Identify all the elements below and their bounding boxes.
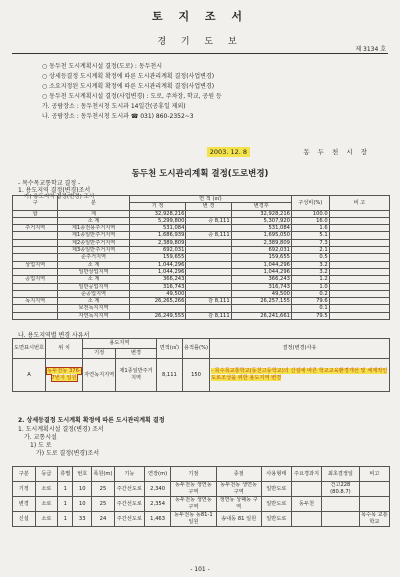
highlighted-location: 동두천동 376-7번지 일원 bbox=[47, 368, 81, 381]
table-header: 기정 bbox=[83, 349, 116, 359]
table-cell: 692,031 bbox=[231, 247, 291, 254]
table-header: 번호 bbox=[73, 467, 92, 482]
table-cell: 26,241,661 bbox=[231, 312, 291, 319]
table-row bbox=[13, 232, 390, 239]
table-cell: 1 bbox=[58, 497, 73, 512]
notice-item: ○ 동두천 도시계획시설 결정(도로) : 동두천시 bbox=[42, 63, 163, 70]
table-cell: 소 계 bbox=[58, 276, 130, 283]
table-cell: 159,655 bbox=[129, 254, 186, 261]
table-cell: 5,307,920 bbox=[231, 217, 291, 224]
table-cell: 10 bbox=[73, 482, 92, 497]
table-cell bbox=[329, 268, 389, 275]
table-cell bbox=[329, 312, 389, 319]
table-cell bbox=[13, 217, 58, 224]
table-cell bbox=[186, 268, 231, 275]
table-cell: 일반공업지역 bbox=[58, 283, 130, 290]
table-row bbox=[13, 261, 390, 268]
table-cell bbox=[186, 261, 231, 268]
table-cell: 2,389,809 bbox=[129, 239, 186, 246]
table-cell: 공업지역 bbox=[13, 276, 58, 283]
table-header: 면 적 (㎡) bbox=[129, 196, 291, 203]
table-cell: 1,044,296 bbox=[231, 268, 291, 275]
table-cell: 1,686,939 bbox=[129, 232, 186, 239]
table-cell: 보전녹지지역 bbox=[58, 305, 130, 312]
table-cell: 주간선도로 bbox=[114, 497, 144, 512]
table-header: 연장(m) bbox=[144, 467, 170, 482]
table-cell: 송내동 81 일원 bbox=[216, 512, 261, 527]
table-header: 등급 bbox=[35, 467, 58, 482]
table-cell: 소로 bbox=[35, 497, 58, 512]
page-title: 토 지 조 서 bbox=[152, 10, 248, 23]
road-table-header-row bbox=[13, 467, 390, 482]
header-divider bbox=[12, 53, 388, 54]
table-cell: 주간선도로 bbox=[114, 512, 144, 527]
table-cell: 531,084 bbox=[231, 225, 291, 232]
table-cell: 생연동 상패동 구역 bbox=[216, 497, 261, 512]
table-cell: 16.0 bbox=[291, 217, 329, 224]
table-cell bbox=[329, 305, 389, 312]
table-cell: 8,111 bbox=[156, 359, 182, 392]
table-row bbox=[13, 276, 390, 283]
table-header: 용적률(%) bbox=[183, 339, 210, 359]
table-cell bbox=[13, 283, 58, 290]
table-header: 구 bbox=[13, 196, 58, 211]
table-cell bbox=[322, 512, 360, 527]
table-row bbox=[13, 210, 390, 217]
table-header: 주요경과지 bbox=[291, 467, 321, 482]
section3-heading: 2. 상세등결정 도시계획 확정에 따른 도시관리계획 결정 bbox=[18, 417, 165, 424]
table-header: 결정(변경)사유 bbox=[210, 339, 390, 359]
table-cell bbox=[186, 247, 231, 254]
table-cell: 제1종일반주거지역 bbox=[58, 232, 130, 239]
table-cell: 1,695,050 bbox=[231, 232, 291, 239]
table-row bbox=[13, 268, 390, 275]
table-cell: 316,743 bbox=[231, 283, 291, 290]
table-cell: 제1종일반주거지역 bbox=[116, 359, 157, 392]
section3-subheading: 1) 도 로 bbox=[30, 442, 52, 449]
zoning-area-table bbox=[12, 195, 390, 320]
table-cell: 동두천 bbox=[291, 497, 321, 512]
table-cell bbox=[291, 512, 321, 527]
table-cell bbox=[322, 497, 360, 512]
table-cell bbox=[186, 254, 231, 261]
table-cell: 1.0 bbox=[291, 283, 329, 290]
table-cell: 10 bbox=[73, 497, 92, 512]
table-cell: 소 계 bbox=[58, 217, 130, 224]
table-cell: 일반도로 bbox=[261, 482, 291, 497]
table-cell: 692,031 bbox=[129, 247, 186, 254]
table-cell: 1.2 bbox=[291, 276, 329, 283]
table-header: 구성비(%) bbox=[291, 196, 329, 211]
table-cell: 316,743 bbox=[129, 283, 186, 290]
section3-subheading: 가. 교통시설 bbox=[24, 434, 57, 441]
table-row bbox=[13, 247, 390, 254]
table-row bbox=[13, 283, 390, 290]
table-cell bbox=[329, 232, 389, 239]
table-cell: 소 계 bbox=[58, 261, 130, 268]
table-cell bbox=[13, 254, 58, 261]
table-cell: 3.2 bbox=[291, 261, 329, 268]
table-row bbox=[13, 254, 390, 261]
notice-item: ○ 동두천 도시계획시설 결정(사업변경) : 도로, 주차장, 학교, 공원 등 bbox=[42, 93, 222, 100]
notice-item: 가. 공람장소 : 동두천시청 도시과 14일간(공휴일 제외) bbox=[42, 103, 186, 110]
zoning-area-table-body bbox=[13, 210, 390, 319]
table-row bbox=[13, 359, 390, 392]
table-cell: 25 bbox=[92, 482, 115, 497]
table-cell: 0.5 bbox=[291, 254, 329, 261]
table-row bbox=[13, 225, 390, 232]
table-cell: 감 8,111 bbox=[186, 298, 231, 305]
table-cell bbox=[329, 276, 389, 283]
table-cell bbox=[186, 239, 231, 246]
section1-heading: - 목수목교통학교 결정 - bbox=[18, 180, 81, 187]
table-cell bbox=[13, 312, 58, 319]
table-cell: 동두천동 생연동 구역 bbox=[171, 497, 216, 512]
table-cell: 녹지지역 bbox=[13, 298, 58, 305]
table-cell bbox=[13, 247, 58, 254]
notice-authority: 동 두 천 시 장 bbox=[303, 148, 370, 156]
table-cell bbox=[359, 482, 389, 497]
table-cell bbox=[186, 225, 231, 232]
table-cell: 25 bbox=[92, 497, 115, 512]
table-row bbox=[13, 312, 390, 319]
table-cell: 7.3 bbox=[291, 239, 329, 246]
table-cell: 기정 bbox=[13, 482, 36, 497]
table-cell bbox=[13, 239, 58, 246]
section3-subheading: 가) 도로 결정(변경)조서 bbox=[36, 450, 100, 457]
table-row bbox=[13, 497, 390, 512]
table-cell: 소로 bbox=[35, 482, 58, 497]
table-cell: 100.0 bbox=[291, 210, 329, 217]
table-cell bbox=[13, 268, 58, 275]
table-row bbox=[13, 298, 390, 305]
table-cell: 합 bbox=[13, 210, 58, 217]
table-header: 종점 bbox=[216, 467, 261, 482]
table-cell: 준공업지역 bbox=[58, 290, 130, 297]
table-cell: 0.1 bbox=[291, 305, 329, 312]
table-header: 변 경 bbox=[186, 203, 231, 210]
table-cell bbox=[329, 217, 389, 224]
road-decision-table-body bbox=[13, 482, 390, 527]
table-cell: 3.2 bbox=[291, 268, 329, 275]
table-header: 변경후 bbox=[231, 203, 291, 210]
table-cell bbox=[210, 359, 390, 392]
table-cell: 1,044,296 bbox=[231, 261, 291, 268]
table-cell bbox=[129, 305, 186, 312]
table-row bbox=[13, 217, 390, 224]
table-cell bbox=[13, 290, 58, 297]
table-cell: 1,463 bbox=[144, 512, 170, 527]
notice-date: 2003. 12. 8 bbox=[207, 147, 250, 157]
table-cell: 32,928,216 bbox=[231, 210, 291, 217]
table-cell: 26,249,555 bbox=[129, 312, 186, 319]
table-cell bbox=[13, 232, 58, 239]
table-cell: 2,340 bbox=[144, 482, 170, 497]
table-cell: 2,354 bbox=[144, 497, 170, 512]
table-header: 비 고 bbox=[329, 196, 389, 211]
table-cell: 감 8,111 bbox=[186, 312, 231, 319]
table-cell: 49,500 bbox=[231, 290, 291, 297]
table-cell: 변경 bbox=[13, 497, 36, 512]
table-cell: 일반도로 bbox=[261, 512, 291, 527]
table-header: 비고 bbox=[359, 467, 389, 482]
table-cell: 2.1 bbox=[291, 247, 329, 254]
table-header: 기능 bbox=[114, 467, 144, 482]
zoning-change-reason-table bbox=[12, 338, 390, 392]
section2-heading: 나. 용도지역별 변경 사유서 bbox=[18, 332, 90, 339]
table-cell: 1 bbox=[58, 482, 73, 497]
table-cell: 준주거지역 bbox=[58, 254, 130, 261]
table-header: 기점 bbox=[171, 467, 216, 482]
table-cell bbox=[13, 305, 58, 312]
table-cell bbox=[186, 305, 231, 312]
table-cell: 79.5 bbox=[291, 312, 329, 319]
table-header: 폭원(m) bbox=[92, 467, 115, 482]
table-header: 용도지역 bbox=[83, 339, 157, 349]
table-cell bbox=[329, 247, 389, 254]
table-cell: 동두천동 동81-1 일원 bbox=[171, 512, 216, 527]
issue-number: 제 3134 호 bbox=[355, 46, 386, 53]
table-cell bbox=[231, 305, 291, 312]
table-header: 분 bbox=[58, 196, 130, 211]
table-cell: 26,257,155 bbox=[231, 298, 291, 305]
table-cell bbox=[186, 210, 231, 217]
table-cell: 소로 bbox=[35, 512, 58, 527]
highlighted-reason: - 목수목교통학교(동천고등학교)의 신설에 따른 학교교육환경개선 및 체계적인 도로조성을 위한 용도지역 변경 bbox=[211, 368, 388, 381]
table-cell: 150 bbox=[183, 359, 210, 392]
table-header: 사용형태 bbox=[261, 467, 291, 482]
table-cell: 0.2 bbox=[291, 290, 329, 297]
page-header bbox=[0, 8, 400, 47]
table-header: 류별 bbox=[58, 467, 73, 482]
table-cell: 계 bbox=[58, 210, 130, 217]
table-cell: 동두천동 생연동 구역 bbox=[216, 482, 261, 497]
table-cell: 자연녹지지역 bbox=[58, 312, 130, 319]
table-cell bbox=[186, 290, 231, 297]
table-cell: 79.6 bbox=[291, 298, 329, 305]
notice-item: ○ 상세등결정 도시계획 확정에 따른 도시관리계획 결정(사업변경) bbox=[42, 73, 215, 80]
road-decision-table bbox=[12, 466, 390, 527]
table-cell: 366,243 bbox=[231, 276, 291, 283]
table-cell: 상업지역 bbox=[13, 261, 58, 268]
table-cell: 26,265,266 bbox=[129, 298, 186, 305]
table-header: 위 치 bbox=[46, 339, 83, 359]
table-cell: 증 8,111 bbox=[186, 217, 231, 224]
table-cell: 목수목 교통학교 bbox=[361, 512, 388, 525]
table-cell: 신설 bbox=[13, 512, 36, 527]
table-cell: 2,389,809 bbox=[231, 239, 291, 246]
notice-items bbox=[42, 62, 222, 122]
table-cell: 1.6 bbox=[291, 225, 329, 232]
table-cell: 5.1 bbox=[291, 232, 329, 239]
table-cell: 자연녹지지역 bbox=[83, 359, 116, 392]
table-cell: 5,299,800 bbox=[129, 217, 186, 224]
table-header: 기 정 bbox=[129, 203, 186, 210]
notice-item: ○ 소요지정된 도시계획 확정에 따른 도시관리계획 결정(사업변경) bbox=[42, 83, 215, 90]
table-cell: 33 bbox=[73, 512, 92, 527]
table-cell: 제2종일반주거지역 bbox=[58, 239, 130, 246]
table-row bbox=[13, 482, 390, 497]
table-cell: A bbox=[13, 359, 46, 392]
table-cell: 49,500 bbox=[129, 290, 186, 297]
table-cell: 소 계 bbox=[58, 298, 130, 305]
table-cell bbox=[329, 210, 389, 217]
section3-subheading: 1. 도시계획시설 결정(변경) 조서 bbox=[18, 426, 104, 433]
section1-subheading: 1. 용도지역 결정(변경)조서 bbox=[18, 187, 91, 194]
table-cell bbox=[329, 290, 389, 297]
table-header: 구분 bbox=[13, 467, 36, 482]
table-cell: 일반상업지역 bbox=[58, 268, 130, 275]
table-cell: 증 8,111 bbox=[186, 232, 231, 239]
table-header: 변경 bbox=[116, 349, 157, 359]
table-cell: 주거지역 bbox=[13, 225, 58, 232]
table-row bbox=[13, 305, 390, 312]
notice-item: 나. 공람장소 : 동두천시청 도시과 ☎ 031) 860-2352~3 bbox=[42, 113, 194, 120]
table-row bbox=[13, 512, 390, 527]
table-cell bbox=[329, 298, 389, 305]
table-cell bbox=[329, 261, 389, 268]
table-cell: 동두천동 생연동 구역 bbox=[171, 482, 216, 497]
table-cell bbox=[359, 497, 389, 512]
table-cell: 1,044,296 bbox=[129, 268, 186, 275]
table-cell: 제3종일반주거지역 bbox=[58, 247, 130, 254]
section1-subheading-2: 가) 용도지역 결정(변경) 조서 bbox=[24, 194, 95, 200]
table-cell: 제1종전용주거지역 bbox=[58, 225, 130, 232]
table-cell bbox=[329, 225, 389, 232]
table-cell: 일반도로 bbox=[261, 497, 291, 512]
table-header: 최초결정일 bbox=[322, 467, 360, 482]
table-cell bbox=[186, 283, 231, 290]
table-header: 도면표시번호 bbox=[13, 339, 46, 359]
table-cell bbox=[329, 283, 389, 290]
table-header: 면적(㎡) bbox=[156, 339, 182, 359]
table-row bbox=[13, 239, 390, 246]
table-cell bbox=[291, 482, 321, 497]
table-cell bbox=[329, 239, 389, 246]
table-row bbox=[13, 290, 390, 297]
table-cell bbox=[46, 359, 83, 392]
table-cell: 24 bbox=[92, 512, 115, 527]
main-title: 동두천 도시관리계획 결정(도로변경) bbox=[131, 169, 269, 179]
table-cell bbox=[186, 276, 231, 283]
table-cell: 주간선도로 bbox=[114, 482, 144, 497]
table-cell: 531,084 bbox=[129, 225, 186, 232]
table-cell bbox=[329, 254, 389, 261]
table-cell: 159,655 bbox=[231, 254, 291, 261]
table-cell: 건고228 (80.8.7) bbox=[322, 482, 360, 497]
page-number: - 101 - bbox=[190, 566, 210, 573]
publication-name: 경 기 도 보 bbox=[157, 37, 243, 47]
table-cell: 1,044,296 bbox=[129, 261, 186, 268]
table-cell: 32,928,216 bbox=[129, 210, 186, 217]
table-cell: 1 bbox=[58, 512, 73, 527]
table-cell: 366,243 bbox=[129, 276, 186, 283]
